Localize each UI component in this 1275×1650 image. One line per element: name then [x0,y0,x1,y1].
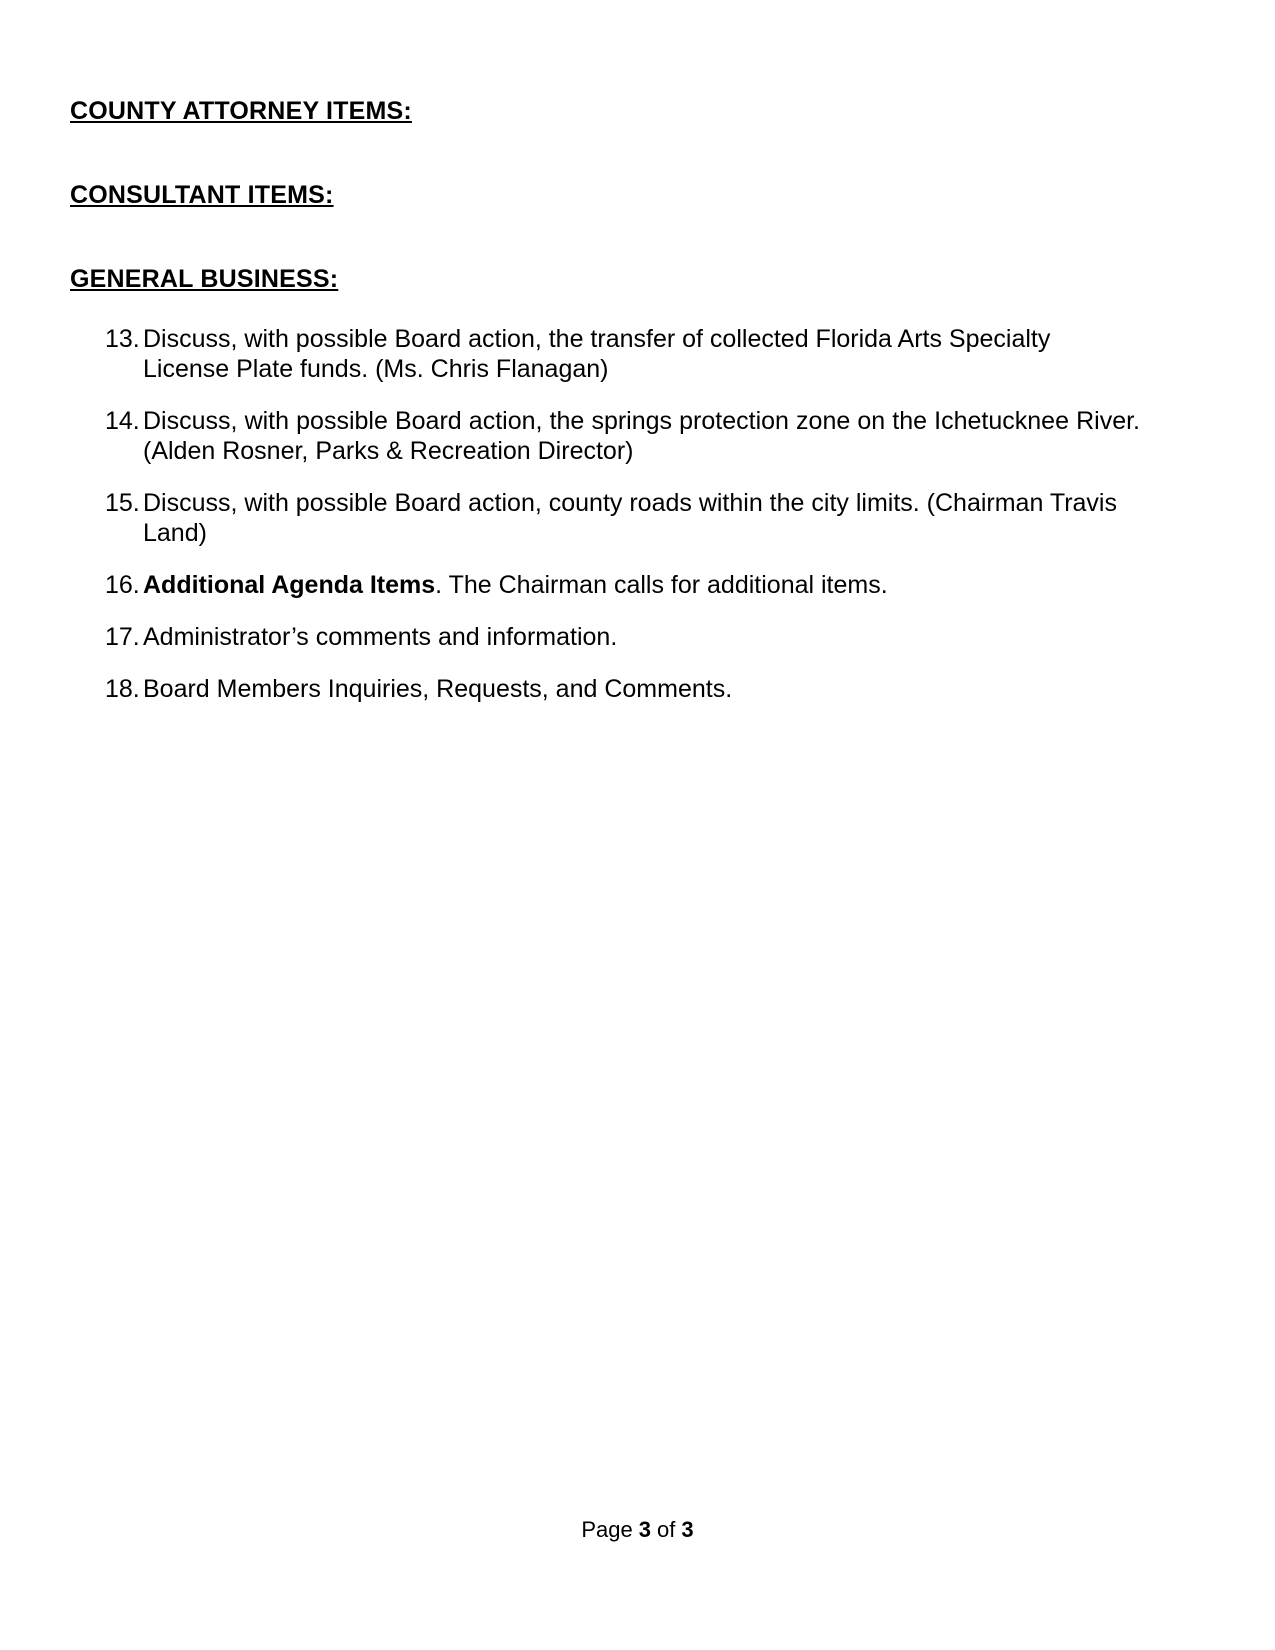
item-text [143,622,1140,652]
footer-prefix: Page [581,1517,633,1542]
item-number: 15. [105,489,140,517]
section-heading-county-attorney-items: COUNTY ATTORNEY ITEMS: [70,97,412,125]
item-number: 18. [105,675,140,703]
footer-separator: of [657,1517,676,1542]
item-body-text: Board Members Inquiries, Requests, and Comments. [143,675,733,703]
item-body-text: . The Chairman calls for additional items. [435,571,888,599]
item-body-text: Administrator’s comments and information. [143,623,618,651]
agenda-item-14 [105,406,1140,466]
footer-total-pages: 3 [681,1517,694,1542]
page-footer [0,1516,1275,1544]
footer-current-page: 3 [638,1517,652,1542]
agenda-item-15 [105,488,1140,548]
item-text [143,674,1140,704]
item-bold-text: Additional Agenda Items [143,571,436,599]
item-text [143,324,1140,384]
agenda-item-list [105,324,1140,704]
item-body-text: Discuss, with possible Board action, the springs protection zone on the Ichetucknee River. (Alden Rosner, Parks & Recreation Director) [143,407,1140,465]
agenda-item-18 [105,674,1140,704]
agenda-item-13 [105,324,1140,384]
item-text [143,570,1140,600]
agenda-item-16 [105,570,1140,600]
section-heading-general-business: GENERAL BUSINESS: [70,265,339,293]
item-number: 17. [105,623,140,651]
item-number: 13. [105,325,140,353]
page-content [0,0,1275,704]
item-text [143,488,1140,548]
item-number: 16. [105,571,140,599]
agenda-item-17 [105,622,1140,652]
section-heading-consultant-items: CONSULTANT ITEMS: [70,181,334,209]
item-body-text: Discuss, with possible Board action, the transfer of collected Florida Arts Specialty License Plate funds. (Ms. Chris Flanagan) [143,325,1051,383]
item-body-text: Discuss, with possible Board action, county roads within the city limits. (Chairman Travis Land) [143,489,1117,547]
item-text [143,406,1140,466]
item-number: 14. [105,407,140,435]
page-number-indicator [581,1516,693,1544]
